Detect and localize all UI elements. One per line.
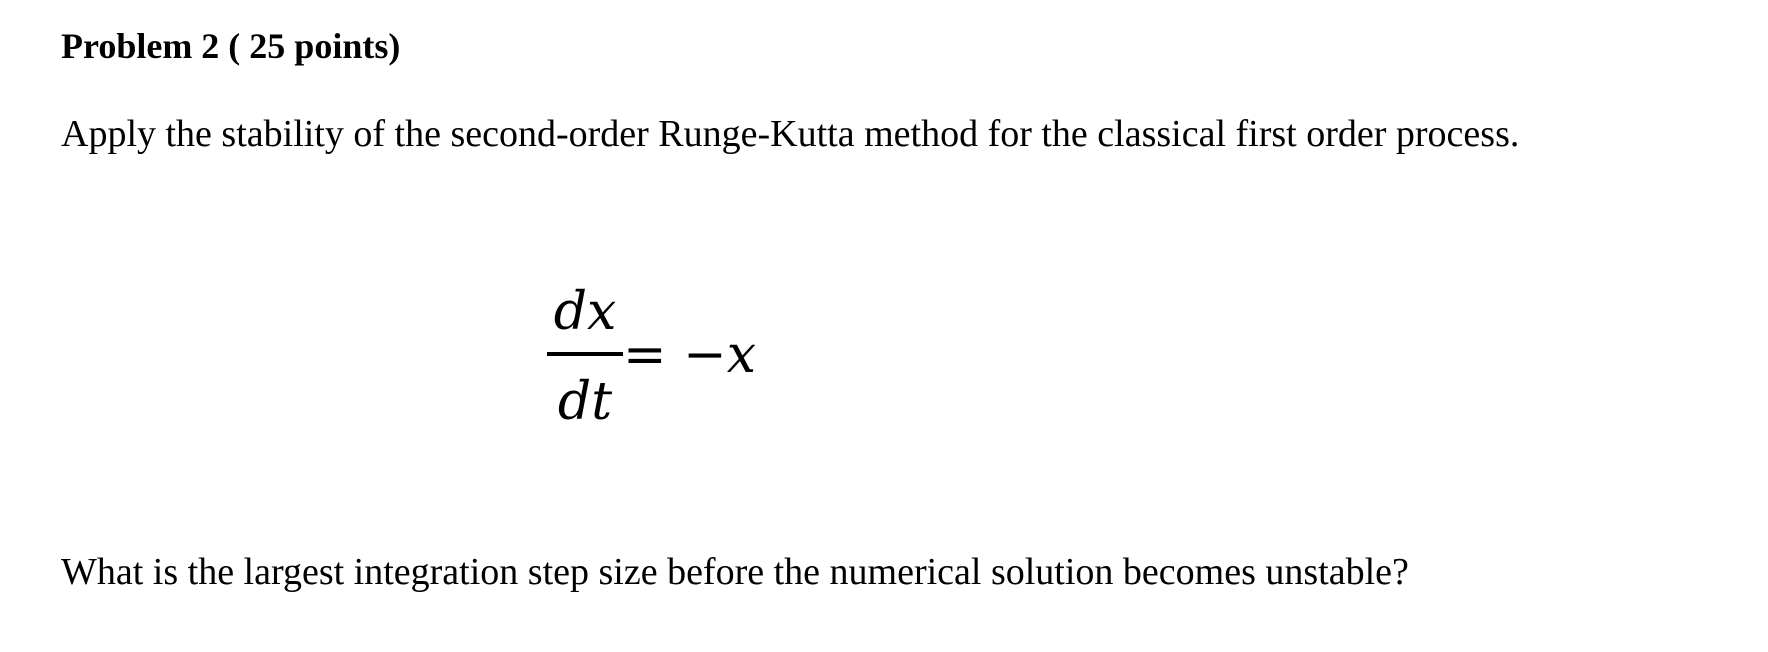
rhs-variable: x [726,325,757,385]
problem-question: What is the largest integration step size before the numerical solution becomes unstable? [61,551,1409,593]
problem-heading: Problem 2 ( 25 points) [61,26,401,66]
minus-sign: − [666,325,727,385]
fraction-numerator: dx [553,282,617,342]
problem-prompt: Apply the stability of the second-order Runge-Kutta method for the classical first order process. [61,113,1520,155]
fraction-denominator: dt [557,372,613,432]
fraction-bar [547,352,623,356]
equals-sign: = [623,325,667,385]
ode-equation [545,282,805,442]
derivative-fraction [545,282,625,442]
equation-right-side [623,325,756,385]
